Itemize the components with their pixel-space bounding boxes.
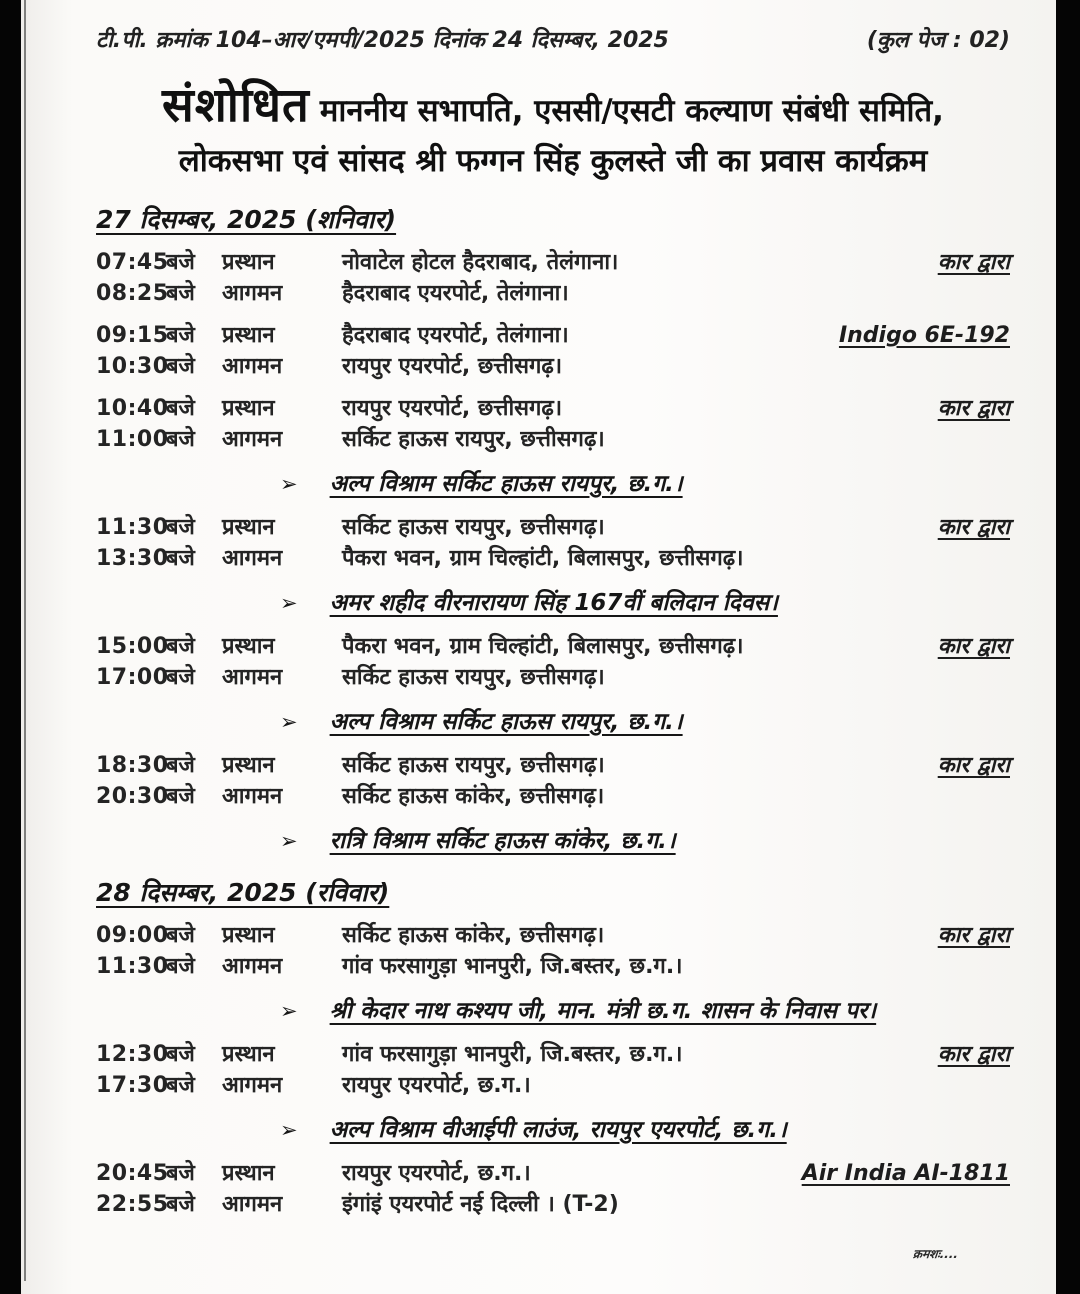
total-pages-note: (कुल पेज : 02) [866, 28, 1010, 53]
transport-note-cell: कार द्वारा [937, 395, 1010, 421]
arrow-bullet-icon: ➢ [280, 998, 298, 1023]
time-unit-label: बजे [166, 1160, 195, 1186]
location-cell: सर्किट हाऊस कांकेर, छत्तीसगढ़। [342, 783, 605, 809]
movement-type-cell: आगमन [222, 953, 283, 979]
time-unit-label: बजे [166, 922, 195, 948]
movement-type-cell: प्रस्थान [222, 395, 275, 421]
time-cell: 18:30 [96, 752, 169, 778]
schedule-row [96, 750, 1010, 781]
location-cell: हैदराबाद एयरपोर्ट, तेलंगाना। [342, 322, 569, 348]
location-cell: गांव फरसागुड़ा भानपुरी, जि.बस्तर, छ.ग.। [342, 953, 683, 979]
time-cell: 09:15 [96, 322, 169, 348]
schedule-row [96, 393, 1010, 424]
transport-note-cell: कार द्वारा [937, 633, 1010, 659]
schedule-row [96, 920, 1010, 951]
transport-note-cell: Air India AI-1811 [801, 1160, 1010, 1186]
time-cell: 17:30 [96, 1072, 169, 1098]
arrow-bullet-icon: ➢ [280, 590, 298, 615]
schedule-row [96, 951, 1010, 982]
movement-type-cell: आगमन [222, 664, 283, 690]
schedule-pair [96, 512, 1010, 574]
time-cell: 22:55 [96, 1191, 169, 1217]
time-cell: 12:30 [96, 1041, 169, 1067]
schedule-pair [96, 920, 1010, 982]
time-cell: 11:00 [96, 426, 169, 452]
location-cell: रायपुर एयरपोर्ट, छत्तीसगढ़। [342, 353, 563, 379]
location-cell: सर्किट हाऊस कांकेर, छत्तीसगढ़। [342, 922, 605, 948]
time-cell: 09:00 [96, 922, 169, 948]
note-bullet-text: श्री केदार नाथ कश्यप जी, मान. मंत्री छ.ग. शासन के निवास पर। [329, 997, 877, 1024]
location-cell: नोवाटेल होटल हैदराबाद, तेलंगाना। [342, 249, 619, 275]
title-committee-text: माननीय सभापति, एससी/एसटी कल्याण संबंधी समिति, [319, 93, 944, 129]
paper-edge-line [24, 0, 26, 1281]
transport-note-cell: Indigo 6E-192 [838, 322, 1010, 348]
movement-type-cell: प्रस्थान [222, 322, 275, 348]
document-page [21, 0, 1056, 1294]
date-heading: 27 दिसम्बर, 2025 (शनिवार) [96, 204, 397, 234]
schedule-pair [96, 247, 1010, 309]
schedule-row [96, 1039, 1010, 1070]
time-cell: 11:30 [96, 514, 169, 540]
time-cell: 11:30 [96, 953, 169, 979]
note-bullet-text: अल्प विश्राम वीआईपी लाउंज, रायपुर एयरपोर्ट, छ.ग.। [329, 1116, 787, 1143]
movement-type-cell: आगमन [222, 353, 283, 379]
note-bullet [280, 1112, 1010, 1144]
time-unit-label: बजे [166, 1191, 195, 1217]
schedule-pair [96, 1158, 1010, 1220]
arrow-bullet-icon: ➢ [280, 709, 298, 734]
time-unit-label: बजे [166, 752, 195, 778]
arrow-bullet-icon: ➢ [280, 828, 298, 853]
schedule-pair [96, 320, 1010, 382]
date-heading: 28 दिसम्बर, 2025 (रविवार) [96, 877, 390, 907]
time-unit-label: बजे [166, 664, 195, 690]
note-bullet-text: अल्प विश्राम सर्किट हाऊस रायपुर, छ.ग.। [329, 470, 683, 497]
scan-black-bar-left [0, 0, 21, 1294]
location-cell: गांव फरसागुड़ा भानपुरी, जि.बस्तर, छ.ग.। [342, 1041, 683, 1067]
schedule-row [96, 424, 1010, 455]
location-cell: रायपुर एयरपोर्ट, छत्तीसगढ़। [342, 395, 563, 421]
transport-note-cell: कार द्वारा [937, 752, 1010, 778]
location-cell: सर्किट हाऊस रायपुर, छत्तीसगढ़। [342, 514, 605, 540]
time-unit-label: बजे [166, 322, 195, 348]
movement-type-cell: आगमन [222, 1191, 283, 1217]
scan-black-bar-right [1056, 0, 1080, 1294]
note-bullet [280, 823, 1010, 855]
schedule-pair [96, 631, 1010, 693]
note-bullet-text: अल्प विश्राम सर्किट हाऊस रायपुर, छ.ग.। [329, 708, 683, 735]
arrow-bullet-icon: ➢ [280, 1117, 298, 1142]
note-bullet-text: अमर शहीद वीरनारायण सिंह 167वीं बलिदान दिवस। [329, 589, 778, 616]
note-bullet [280, 704, 1010, 736]
time-unit-label: बजे [166, 783, 195, 809]
time-cell: 13:30 [96, 545, 169, 571]
schedule-pair [96, 393, 1010, 455]
schedule-pair [96, 1039, 1010, 1101]
day-heading-wrap [96, 202, 1010, 236]
title-revised-label: संशोधित [162, 78, 310, 133]
location-cell: इंगांइं एयरपोर्ट नई दिल्ली । (T-2) [342, 1191, 619, 1217]
schedule-row [96, 247, 1010, 278]
movement-type-cell: आगमन [222, 1072, 283, 1098]
time-cell: 08:25 [96, 280, 169, 306]
arrow-bullet-icon: ➢ [280, 471, 298, 496]
schedule-row [96, 320, 1010, 351]
tp-reference-number: टी.पी. क्रमांक 104–आर/एमपी/2025 दिनांक 24 दिसम्बर, 2025 [96, 28, 669, 53]
day-heading-wrap [96, 875, 1010, 909]
time-unit-label: बजे [166, 249, 195, 275]
location-cell: पैकरा भवन, ग्राम चिल्हांटी, बिलासपुर, छत्तीसगढ़। [342, 545, 744, 571]
schedule-row [96, 351, 1010, 382]
movement-type-cell: प्रस्थान [222, 1160, 275, 1186]
note-bullet [280, 585, 1010, 617]
schedule-row [96, 1189, 1010, 1220]
page-content [96, 24, 1010, 1294]
time-unit-label: बजे [166, 353, 195, 379]
time-unit-label: बजे [166, 395, 195, 421]
schedule-row [96, 278, 1010, 309]
day-section [96, 875, 1010, 1220]
time-unit-label: बजे [166, 1041, 195, 1067]
location-cell: सर्किट हाऊस रायपुर, छत्तीसगढ़। [342, 664, 605, 690]
movement-type-cell: आगमन [222, 545, 283, 571]
schedule-pair [96, 750, 1010, 812]
movement-type-cell: प्रस्थान [222, 752, 275, 778]
transport-note-cell: कार द्वारा [937, 1041, 1010, 1067]
movement-type-cell: प्रस्थान [222, 633, 275, 659]
location-cell: रायपुर एयरपोर्ट, छ.ग.। [342, 1160, 531, 1186]
schedule-row [96, 543, 1010, 574]
movement-type-cell: प्रस्थान [222, 249, 275, 275]
schedule-row [96, 781, 1010, 812]
location-cell: हैदराबाद एयरपोर्ट, तेलंगाना। [342, 280, 569, 306]
schedule [96, 202, 1010, 1220]
location-cell: सर्किट हाऊस रायपुर, छत्तीसगढ़। [342, 426, 605, 452]
time-unit-label: बजे [166, 280, 195, 306]
title-line-1 [96, 74, 1010, 137]
transport-note-cell: कार द्वारा [937, 249, 1010, 275]
time-cell: 17:00 [96, 664, 169, 690]
note-bullet [280, 466, 1010, 498]
day-section [96, 202, 1010, 855]
location-cell: सर्किट हाऊस रायपुर, छत्तीसगढ़। [342, 752, 605, 778]
transport-note-cell: कार द्वारा [937, 514, 1010, 540]
time-unit-label: बजे [166, 633, 195, 659]
note-bullet-text: रात्रि विश्राम सर्किट हाऊस कांकेर, छ.ग.। [329, 827, 676, 854]
title-line-2: लोकसभा एवं सांसद श्री फग्गन सिंह कुलस्ते जी का प्रवास कार्यक्रम [178, 143, 928, 180]
schedule-row [96, 662, 1010, 693]
time-unit-label: बजे [166, 1072, 195, 1098]
time-cell: 10:40 [96, 395, 169, 421]
time-unit-label: बजे [166, 514, 195, 540]
schedule-row [96, 631, 1010, 662]
time-unit-label: बजे [166, 545, 195, 571]
location-cell: पैकरा भवन, ग्राम चिल्हांटी, बिलासपुर, छत्तीसगढ़। [342, 633, 744, 659]
transport-note-cell: कार द्वारा [937, 922, 1010, 948]
movement-type-cell: आगमन [222, 426, 283, 452]
note-bullet [280, 993, 1010, 1025]
schedule-row [96, 1070, 1010, 1101]
movement-type-cell: प्रस्थान [222, 922, 275, 948]
location-cell: रायपुर एयरपोर्ट, छ.ग.। [342, 1072, 531, 1098]
time-cell: 20:45 [96, 1160, 169, 1186]
schedule-row [96, 512, 1010, 543]
movement-type-cell: प्रस्थान [222, 514, 275, 540]
time-cell: 07:45 [96, 249, 169, 275]
schedule-row [96, 1158, 1010, 1189]
movement-type-cell: आगमन [222, 280, 283, 306]
continued-note: क्रमशः.... [911, 1247, 959, 1261]
time-unit-label: बजे [166, 426, 195, 452]
time-cell: 10:30 [96, 353, 169, 379]
movement-type-cell: आगमन [222, 783, 283, 809]
reference-row [96, 24, 1010, 54]
document-title [96, 74, 1010, 182]
time-cell: 15:00 [96, 633, 169, 659]
time-cell: 20:30 [96, 783, 169, 809]
movement-type-cell: प्रस्थान [222, 1041, 275, 1067]
time-unit-label: बजे [166, 953, 195, 979]
